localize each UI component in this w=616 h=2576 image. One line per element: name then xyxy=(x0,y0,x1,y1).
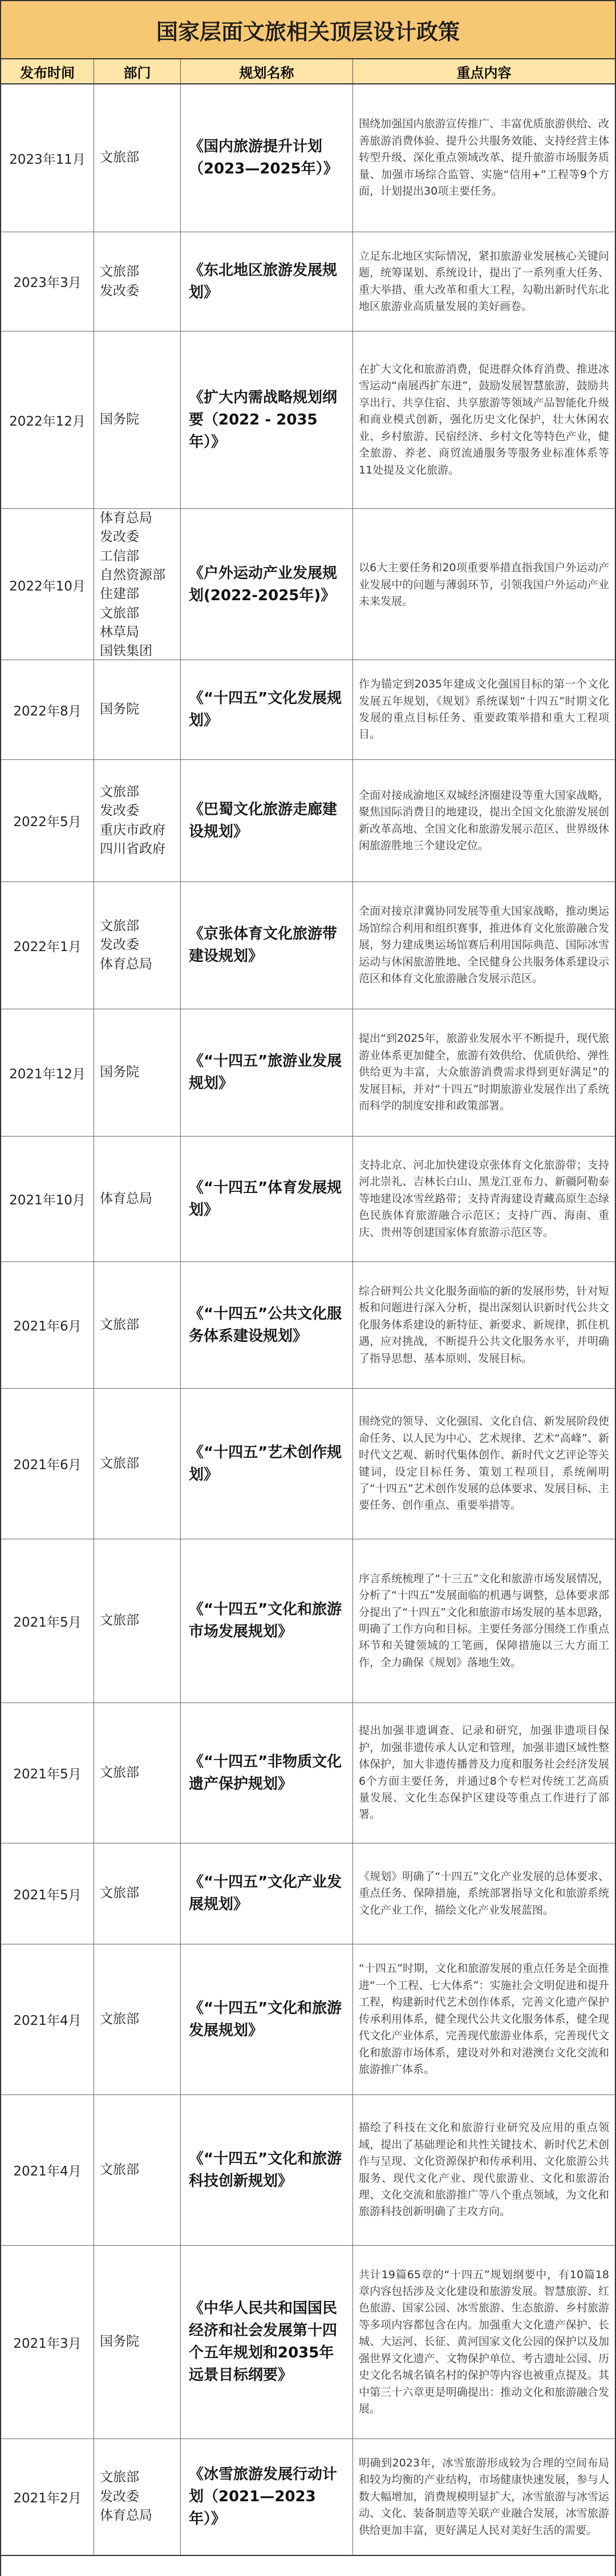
cell-time: 2022年1月 xyxy=(1,882,94,1009)
cell-time: 2021年6月 xyxy=(1,1389,94,1539)
cell-name: 《“十四五”文化和旅游市场发展规划》 xyxy=(181,1539,353,1702)
cell-name: 《“十四五”旅游业发展规划》 xyxy=(181,1009,353,1136)
cell-dept: 文旅部 xyxy=(94,1539,181,1702)
cell-name: 《“十四五”体育发展规划》 xyxy=(181,1137,353,1261)
table-row xyxy=(1,2246,615,2439)
cell-time: 2021年12月 xyxy=(1,1009,94,1136)
cell-dept: 体育总局 发改委 工信部 自然资源部 住建部 文旅部 林草局 国铁集团 xyxy=(94,509,181,661)
cell-dept: 文旅部 xyxy=(94,84,181,232)
cell-time: 2021年6月 xyxy=(1,1262,94,1388)
table-row xyxy=(1,1539,615,1703)
cell-name: 《东北地区旅游发展规划》 xyxy=(181,232,353,331)
cell-time: 2022年8月 xyxy=(1,660,94,759)
table-header xyxy=(1,59,615,84)
header-dept: 部门 xyxy=(94,59,181,83)
page-title: 国家层面文旅相关顶层设计政策 xyxy=(1,0,615,59)
table-row xyxy=(1,509,615,660)
cell-dept: 体育总局 xyxy=(94,1137,181,1261)
cell-content: 描绘了科技在文化和旅游行业研究及应用的重点领域，提出了基础理论和共性关键技术、新时代艺术创作与呈现、文化资源保护和传承利用、文化旅游公共服务、现代文化产业、现代旅游业、文化和旅游治理、文化交流和旅游推广等八个重点领域，为文化和旅游科技创新明确了主攻方向。 xyxy=(359,2121,609,2218)
cell-content: 作为锚定到2035年建成文化强国目标的第一个文化发展五年规划，《规划》系统谋划“十四五”时期文化发展的重点目标任务、重要政策举措和重大工程项目。 xyxy=(359,678,609,741)
cell-dept: 国务院 xyxy=(94,2246,181,2438)
cell-content: 提出加强非遗调查、记录和研究，加强非遗项目保护，加强非遗传承人认定和管理，加强非遗区域性整体保护，加大非遗传播普及力度和服务社会经济发展6个方面主要任务，并通过8个专栏对传统工艺高质量发展、文化生态保护区建设等重点工作进行了部署。 xyxy=(359,1724,609,1821)
cell-content: 全面对接京津冀协同发展等重大国家战略，推动奥运场馆综合利用和组织赛事，推进体育文化旅游融合发展，努力建成奥运场馆赛后利用国际典范、国际冰雪运动与休闲旅游胜地、全民健身公共服务体系建设示范区和体育文化旅游融合发展示范区。 xyxy=(359,905,609,985)
cell-content: “十四五”时期，文化和旅游发展的重点任务是全面推进“一个工程、七大体系”：实施社会文明促进和提升工程，构建新时代艺术创作体系，完善文化遗产保护传承利用体系，健全现代公共文化服务体系，健全现代文化产业体系，完善现代旅游业体系，完善现代文化和旅游市场体系，建设对外和对港澳台文化交流和旅游推广体系。 xyxy=(359,1962,609,2076)
cell-dept: 文旅部 发改委 体育总局 xyxy=(94,882,181,1009)
cell-time: 2021年3月 xyxy=(1,2246,94,2438)
cell-name: 《“十四五”公共文化服务体系建设规划》 xyxy=(181,1262,353,1388)
cell-content: 明确到2023年，冰雪旅游形成较为合理的空间布局和较为均衡的产业结构，市场健康快速发展，参与人数大幅增加，消费规模明显扩大，冰雪旅游与冰雪运动、文化、装备制造等关联产业融合发展，冰雪旅游供给更加丰富，更好满足人民对美好生活的需要。 xyxy=(359,2456,609,2537)
table-row xyxy=(1,331,615,509)
cell-name: 《“十四五”艺术创作规划》 xyxy=(181,1389,353,1539)
cell-content: 提出“到2025年，旅游业发展水平不断提升，现代旅游业体系更加健全，旅游有效供给、优质供给、弹性供给更为丰富，大众旅游消费需求得到更好满足”的发展目标，并对“十四五”时期旅游业发展作出了系统而科学的制度安排和政策部署。 xyxy=(359,1032,609,1113)
table-row xyxy=(1,2439,615,2556)
cell-name: 《京张体育文化旅游带建设规划》 xyxy=(181,882,353,1009)
cell-dept: 文旅部 发改委 体育总局 xyxy=(94,2439,181,2555)
cell-content: 序言系统梳理了“十三五”文化和旅游市场发展情况，分析了“十四五”发展面临的机遇与调整，总体要求部分提出了“十四五”文化和旅游市场发展的基本思路，明确了工作方向和目标。主要任务部分围绕工作重点环节和关键领域的工笔画，保障措施以三大方面工作，全力确保《规划》落地生效。 xyxy=(359,1572,609,1669)
cell-time: 2021年5月 xyxy=(1,1703,94,1843)
table-row xyxy=(1,1389,615,1539)
cell-dept: 文旅部 xyxy=(94,1703,181,1843)
cell-name: 《“十四五”文化和旅游发展规划》 xyxy=(181,1944,353,2094)
cell-name: 《扩大内需战略规划纲要（2022 - 2035年）》 xyxy=(181,331,353,508)
table-row xyxy=(1,84,615,232)
cell-name: 《户外运动产业发展规划(2022-2025年)》 xyxy=(181,509,353,661)
cell-time: 2021年10月 xyxy=(1,1137,94,1261)
cell-name: 《巴蜀文化旅游走廊建设规划》 xyxy=(181,760,353,881)
cell-dept: 国务院 xyxy=(94,660,181,759)
cell-dept: 文旅部 xyxy=(94,1944,181,2094)
table-row xyxy=(1,1944,615,2095)
cell-content: 围绕党的领导、文化强国、文化自信、新发展阶段使命任务、以人民为中心、艺术规律、艺术“高峰”、新时代文艺观、新时代集体创作、新时代文艺评论等关键词，设定目标任务、策划工程项目，系统阐明了“十四五”艺术创作发展的总体要求、发展目标、主要任务、创作重点、重要举措等。 xyxy=(359,1415,609,1512)
cell-name: 《国内旅游提升计划（2023—2025年）》 xyxy=(181,84,353,232)
header-content: 重点内容 xyxy=(456,64,512,81)
cell-dept: 文旅部 发改委 xyxy=(94,232,181,331)
cell-time: 2021年5月 xyxy=(1,1539,94,1702)
table-row xyxy=(1,1262,615,1389)
cell-dept: 国务院 xyxy=(94,331,181,508)
table-row xyxy=(1,1009,615,1137)
cell-time: 2021年4月 xyxy=(1,2095,94,2245)
cell-content: 共计19篇65章的“十四五”规划纲要中，有10篇18章内容包括涉及文化建设和旅游发展。智慧旅游、红色旅游、国家公园、冰雪旅游、生态旅游、乡村旅游等多项内容都包含在内。加强重大文化遗产保护、长城、大运河、长征、黄河国家文化公园的保护以及加强世界文化遗产、文物保护单位、考古遗址公园、历史文化名城名镇名村的保护等内容也被重点提及。其中第三十六章更是明确提出：推动文化和旅游融合发展。 xyxy=(359,2268,609,2416)
cell-name: 《“十四五”文化和旅游科技创新规划》 xyxy=(181,2095,353,2245)
table-row xyxy=(1,760,615,882)
table-row xyxy=(1,232,615,331)
cell-time: 2023年3月 xyxy=(1,232,94,331)
cell-dept: 文旅部 xyxy=(94,1262,181,1388)
cell-content: 支持北京、河北加快建设京张体育文化旅游带；支持河北崇礼、吉林长白山、黑龙江亚布力、新疆阿勒泰等地建设冰雪丝路带；支持青海建设青藏高原生态绿色民族体育旅游融合示范区；支持广西、海南、重庆、贵州等创建国家体育旅游示范区等。 xyxy=(359,1158,609,1239)
cell-name: 《“十四五”非物质文化遗产保护规划》 xyxy=(181,1703,353,1843)
header-name: 规划名称 xyxy=(181,59,353,83)
cell-content: 综合研判公共文化服务面临的新的发展形势，针对短板和问题进行深入分析，提出深刻认识新时代公共文化服务体系建设的新特征、新要求、新规律，抓住机遇，应对挑战，不断提升公共文化服务水平，并明确了指导思想、基本原则、发展目标。 xyxy=(359,1284,609,1365)
cell-time: 2021年2月 xyxy=(1,2439,94,2555)
cell-time: 2022年10月 xyxy=(1,509,94,661)
table-row xyxy=(1,1843,615,1944)
cell-time: 2021年4月 xyxy=(1,1944,94,2094)
table-row xyxy=(1,2095,615,2246)
cell-name: 《冰雪旅游发展行动计划（2021—2023年）》 xyxy=(181,2439,353,2555)
cell-content: 全面对接成渝地区双城经济圈建设等重大国家战略，聚焦国际消费目的地建设，提出全国文化旅游发展创新改革高地、全国文化和旅游发展示范区、世界级休闲旅游胜地三个建设定位。 xyxy=(359,788,609,852)
cell-content: 以6大主要任务和20项重要举措直指我国户外运动产业发展中的问题与薄弱环节，引领我国户外运动产业未来发展。 xyxy=(359,561,609,608)
cell-dept: 国务院 xyxy=(94,1009,181,1136)
cell-content: 立足东北地区实际情况，紧扣旅游业发展核心关键问题，统筹谋划、系统设计，提出了一系列重大任务、重大举措、重大改革和重大工程，勾勒出新时代东北地区旅游业高质量发展的美好画卷。 xyxy=(359,249,609,313)
cell-dept: 文旅部 发改委 重庆市政府 四川省政府 xyxy=(94,760,181,881)
cell-time: 2022年12月 xyxy=(1,331,94,508)
cell-content: 围绕加强国内旅游宣传推广、丰富优质旅游供给、改善旅游消费体验、提升公共服务效能、支持经营主体转型升级、深化重点领域改革、提升旅游市场服务质量、加强市场综合监管、实施“信用+”工程等9个方面，计划提出30项主要任务。 xyxy=(359,118,609,198)
cell-dept: 文旅部 xyxy=(94,1389,181,1539)
cell-dept: 文旅部 xyxy=(94,1843,181,1944)
cell-content: 《规划》明确了“十四五”文化产业发展的总体要求、重点任务、保障措施，系统部署指导文化和旅游系统文化产业工作，描绘文化产业发展蓝图。 xyxy=(359,1870,609,1916)
table-row xyxy=(1,882,615,1009)
table-row xyxy=(1,1137,615,1262)
cell-name: 《“十四五”文化产业发展规划》 xyxy=(181,1843,353,1944)
table-row xyxy=(1,1703,615,1843)
cell-time: 2023年11月 xyxy=(1,84,94,232)
cell-time: 2022年5月 xyxy=(1,760,94,881)
cell-name: 《“十四五”文化发展规划》 xyxy=(181,660,353,759)
cell-name: 《中华人民共和国国民经济和社会发展第十四个五年规划和2035年远景目标纲要》 xyxy=(181,2246,353,2438)
cell-content: 在扩大文化和旅游消费，促进群众体育消费、推进冰雪运动“南展西扩东进”，鼓励发展智慧旅游，鼓励共享出行、共享住宿、共享旅游等领域产品智能化升级和商业模式创新，强化历史文化保护，壮大休闲农业、乡村旅游、民宿经济、乡村文化等特色产业，健全旅游、养老、商贸流通服务等服务业标准体系等11处提及文化旅游。 xyxy=(359,362,609,476)
header-time: 发布时间 xyxy=(1,59,94,83)
cell-time: 2021年5月 xyxy=(1,1843,94,1944)
table-row xyxy=(1,660,615,760)
cell-dept: 文旅部 xyxy=(94,2095,181,2245)
